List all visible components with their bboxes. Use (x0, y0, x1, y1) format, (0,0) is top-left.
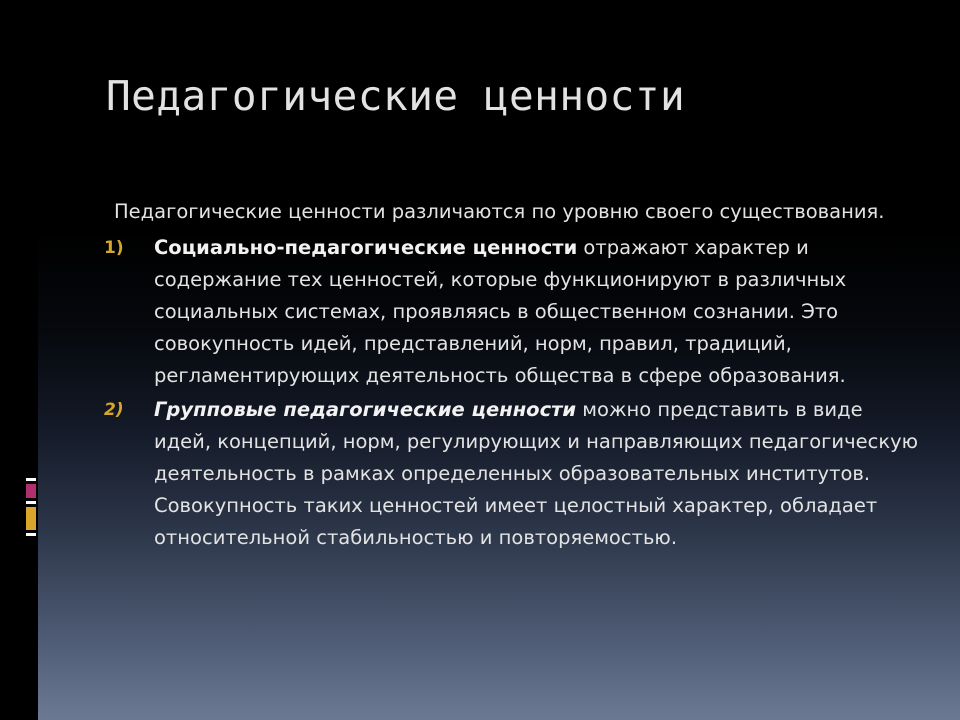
list-item-number: 1) (104, 238, 124, 258)
left-decorative-bar (0, 0, 38, 720)
side-marker-white-middle (26, 501, 36, 504)
side-marker-gold (26, 507, 36, 530)
list-item-body (154, 232, 920, 392)
list-item-text: отражают характер и содержание тех ценностей, которые функционируют в различных социальных системах, проявляясь в общественном сознании. Это совокупность идей, представлений, норм, правил, традиций, регламентирующих деятельность общества в сфере образования. (154, 236, 847, 387)
list-item-social-values (104, 232, 920, 392)
slide-content (104, 196, 920, 556)
intro-paragraph: Педагогические ценности различаются по уровню своего существования. (114, 200, 885, 223)
side-marker-white-top (26, 478, 36, 481)
slide-title: Педагогические ценности (106, 72, 686, 120)
list-item-term: Социально-педагогические ценности (154, 236, 578, 259)
list-item-group-values (104, 394, 920, 554)
list-item-number: 2) (104, 400, 124, 420)
list-item-body (154, 394, 920, 554)
side-marker-white-bottom (26, 533, 36, 536)
side-color-markers (26, 0, 36, 720)
list-item-term: Групповые педагогические ценности (154, 398, 577, 421)
side-marker-magenta (26, 484, 36, 498)
list-item-text: можно представить в виде идей, концепций, норм, регулирующих и направляющих педагогическую деятельность в рамках определенных образовательных институтов. Совокупность таких ценностей имеет целостный характер, обладает относительной стабильностью и повторяемостью. (154, 398, 919, 549)
